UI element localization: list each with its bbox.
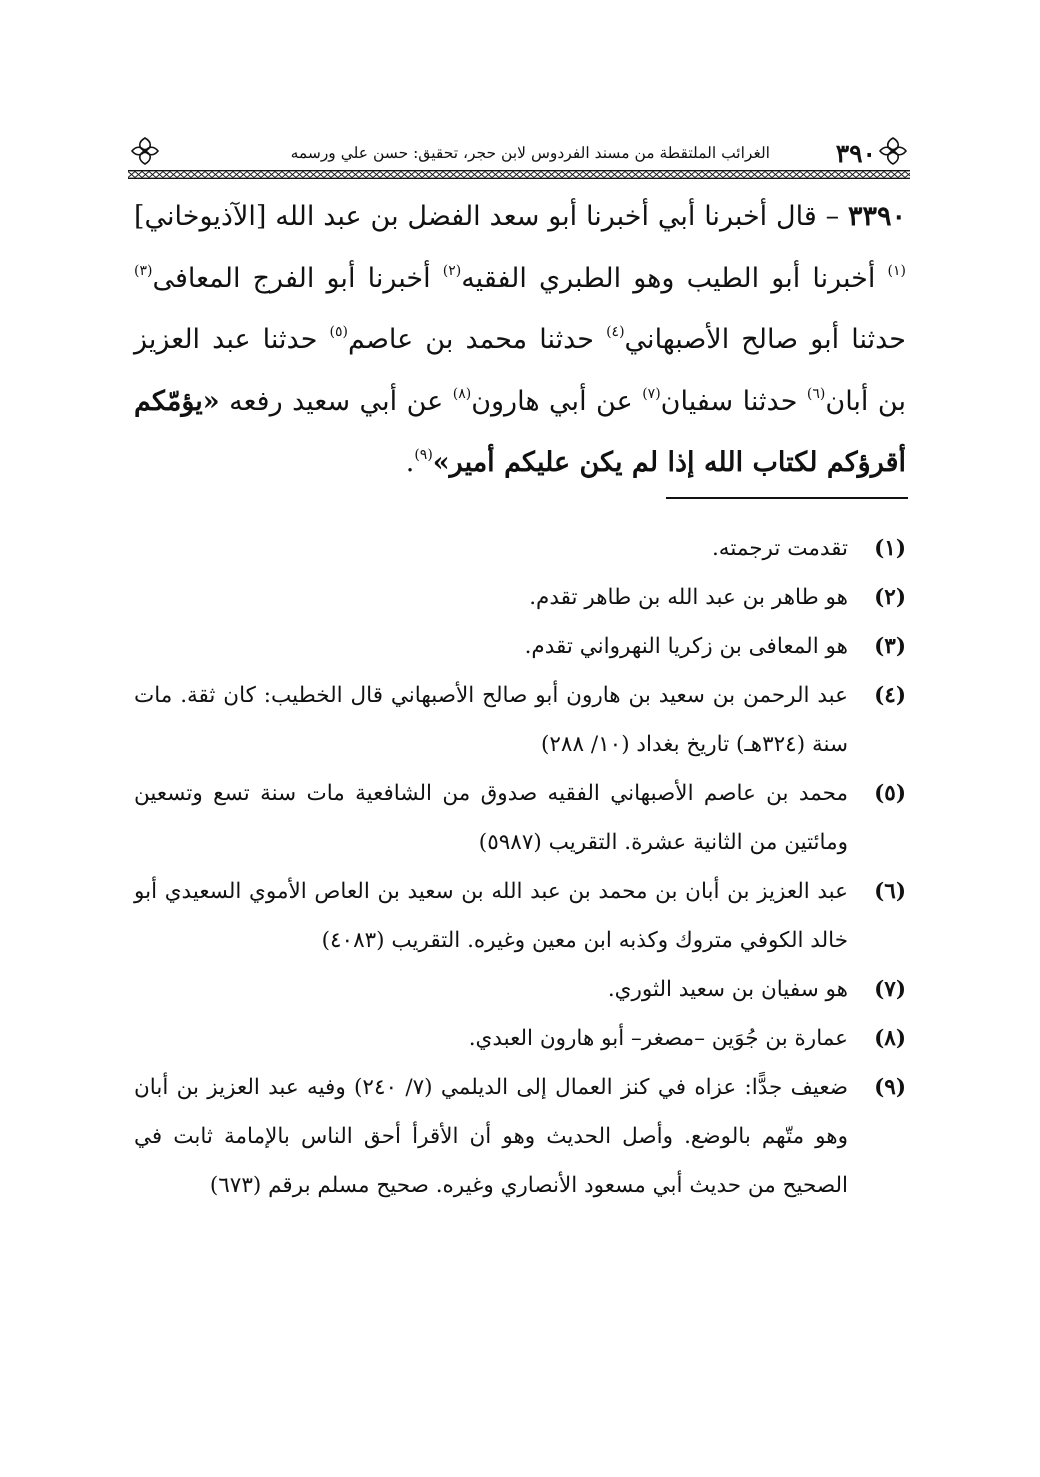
footnote-text: هو سفيان بن سعيد الثوري. — [607, 977, 848, 1002]
isnad-segment: عن أبي هارون — [471, 385, 643, 417]
footnote-text: محمد بن عاصم الأصبهاني الفقيه صدوق من الشافعية مات سنة تسع وتسعين ومائتين من الثانية عشرة. التقريب (٥٩٨٧) — [134, 781, 848, 855]
footnote-number: (٤) — [874, 683, 906, 708]
footnote-marker: (٩) — [414, 447, 433, 463]
footnote — [134, 1014, 906, 1063]
hadith-matn: «يؤمّكم أقرؤكم لكتاب الله إذا لم يكن عليكم أمير» — [134, 385, 906, 478]
footnote — [134, 769, 906, 867]
page-header — [128, 118, 910, 180]
isnad-segment: حدثنا سفيان — [660, 385, 807, 417]
footnote — [134, 524, 906, 573]
isnad-segment: أخبرنا أبو الفرج المعافى — [152, 262, 443, 294]
footnote-number: (٩) — [874, 1075, 906, 1100]
footnote — [134, 622, 906, 671]
floral-ornament-icon — [128, 134, 162, 168]
footnote-number: (١) — [874, 536, 906, 561]
footnote-marker: (٨) — [452, 385, 472, 402]
footnote-marker: (٧) — [642, 385, 661, 402]
footnote — [134, 1063, 906, 1210]
footnote-marker: (٥) — [329, 324, 348, 340]
isnad-segment: حدثنا عبد العزيز بن أبان — [134, 324, 906, 417]
header-rule — [128, 170, 910, 179]
end-punctuation: . — [405, 447, 415, 478]
footnote-marker: (٦) — [806, 385, 826, 402]
page-number: ٣٩٠ — [835, 139, 876, 168]
footnote-number: (٢) — [874, 585, 906, 610]
footnote-separator — [666, 497, 908, 499]
footnote-number: (٦) — [874, 879, 906, 904]
footnote-marker: (١) — [887, 262, 906, 279]
footnote-marker: (٢) — [442, 262, 462, 279]
footnote-number: (٣) — [874, 634, 906, 659]
footnote-marker: (٣) — [134, 262, 153, 279]
footnote-number: (٥) — [874, 781, 906, 806]
isnad-segment: – قال أخبرنا أبي أخبرنا أبو سعد الفضل بن عبد الله [الآذيوخاني] — [134, 201, 848, 232]
isnad-segment: عن أبي سعيد رفعه — [219, 385, 453, 417]
isnad-segment: حدثنا محمد بن عاصم — [347, 324, 607, 355]
footnote-number: (٧) — [874, 977, 906, 1002]
isnad-segment: حدثنا أبو صالح الأصبهاني — [624, 324, 907, 355]
footnote-text: ضعيف جدًّا: عزاه في كنز العمال إلى الديلمي (٧/ ٢٤٠) وفيه عبد العزيز بن أبان وهو متّهم بالوضع. وأصل الحديث وهو أن الأقرأ أحق الناس بالإمامة ثابت في الصحيح من حديث أبي مسعود الأنصاري وغيره. صحيح مسلم برقم (٦٧٣) — [134, 1075, 849, 1198]
hadith-text — [134, 186, 906, 494]
footnote-marker: (٤) — [606, 324, 625, 340]
footnote-text: تقدمت ترجمته. — [711, 536, 848, 561]
hadith-number: ٣٣٩٠ — [847, 201, 906, 232]
running-title: الغرائب الملتقطة من مسند الفردوس لابن حجر، تحقيق: حسن علي ورسمه — [290, 144, 770, 162]
footnote-text: هو طاهر بن عبد الله بن طاهر تقدم. — [529, 585, 848, 610]
footnote — [134, 671, 906, 769]
footnote — [134, 573, 906, 622]
isnad-segment: أخبرنا أبو الطيب وهو الطبري الفقيه — [461, 262, 888, 294]
footnote-text: هو المعافى بن زكريا النهرواني تقدم. — [524, 634, 848, 659]
footnote-text: عمارة بن جُوَين –مصغر– أبو هارون العبدي. — [468, 1026, 848, 1051]
footnotes — [134, 524, 906, 1210]
floral-ornament-icon — [876, 134, 910, 168]
footnote-number: (٨) — [874, 1026, 906, 1051]
footnote — [134, 867, 906, 965]
footnote — [134, 965, 906, 1014]
footnote-text: عبد الرحمن بن سعيد بن هارون أبو صالح الأصبهاني قال الخطيب: كان ثقة. مات سنة (٣٢٤هـ) تاريخ بغداد (١٠/ ٢٨٨) — [134, 683, 848, 757]
hadith-paragraph — [134, 186, 906, 494]
footnote-text: عبد العزيز بن أبان بن محمد بن عبد الله بن سعيد بن العاص الأموي السعيدي أبو خالد الكوفي متروك وكذبه ابن معين وغيره. التقريب (٤٠٨٣) — [134, 879, 848, 953]
